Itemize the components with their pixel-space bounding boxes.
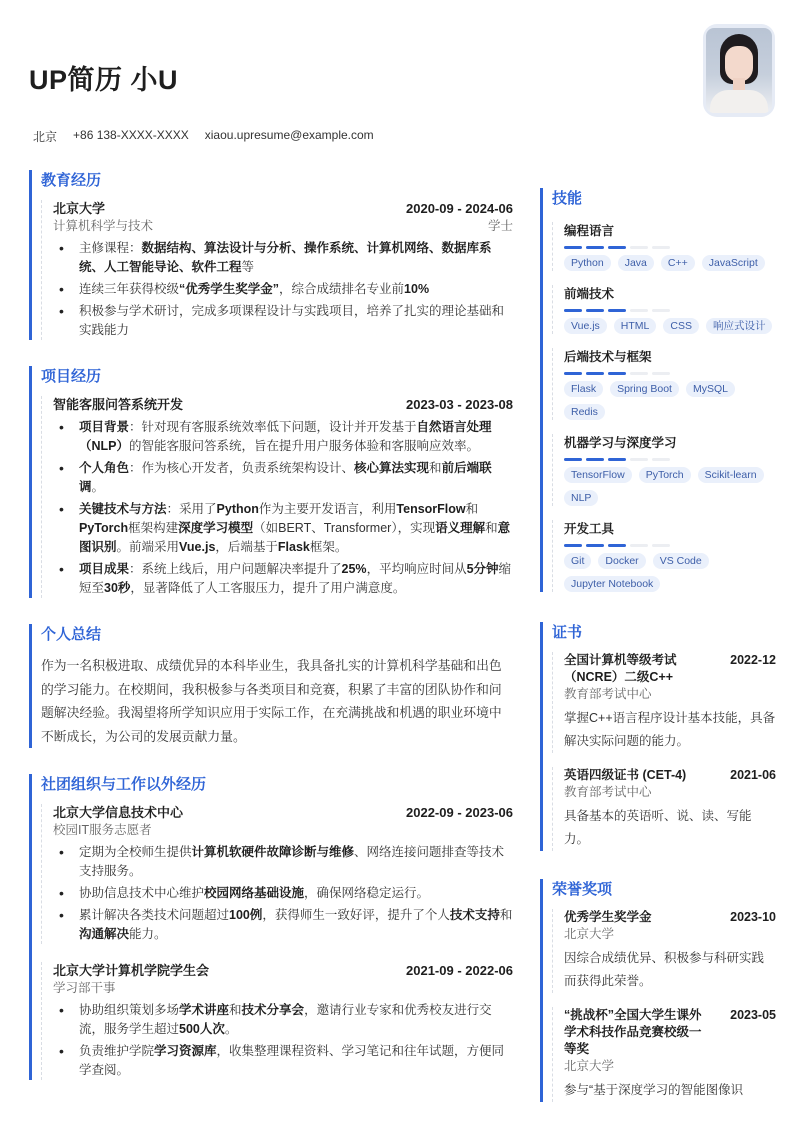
- candidate-name: UP简历 小U: [29, 65, 179, 95]
- skill-tag: Git: [564, 553, 591, 569]
- list-item: • 项目成果：系统上线后，用户问题解决率提升了25%，平均响应时间从5分钟缩短至30秒，显著降低了人工客服压力，提升了用户满意度。: [53, 560, 513, 598]
- certificate-desc: 具备基本的英语听、说、读、写能力。: [564, 809, 752, 846]
- skill-tag: Scikit-learn: [698, 467, 764, 483]
- section-summary: [29, 624, 513, 748]
- skill-tag: HTML: [614, 318, 657, 334]
- certificate-date: 2021-06: [730, 768, 776, 782]
- email: xiaou.upresume@example.com: [204, 128, 374, 142]
- certificate-name: 英语四级证书 (CET-4): [564, 768, 687, 782]
- skill-tag: PyTorch: [639, 467, 691, 483]
- skill-group-name: 前端技术: [564, 287, 615, 301]
- section-title: 教育经历: [41, 172, 102, 189]
- skill-tag: Java: [618, 255, 654, 271]
- skill-tag: C++: [661, 255, 695, 271]
- date-range: 2021-09 - 2022-06: [406, 963, 513, 978]
- list-item: • 累计解决各类技术问题超过100例，获得师生一致好评，提升了个人技术支持和沟通解决能力。: [53, 906, 513, 944]
- skill-group-name: 后端技术与框架: [564, 350, 652, 364]
- portrait-photo: [706, 28, 772, 113]
- skill-group: [552, 520, 776, 592]
- skill-tag: Redis: [564, 404, 605, 420]
- honor-date: 2023-05: [730, 1008, 776, 1022]
- main-column: [29, 170, 513, 1100]
- section-skills: [540, 188, 776, 592]
- list-item: • 主修课程：数据结构、算法设计与分析、操作系统、计算机网络、数据库系统、人工智能导论、软件工程等: [53, 239, 513, 277]
- skill-level-bar: [564, 246, 776, 249]
- major: 计算机科学与技术: [53, 219, 154, 233]
- list-item: • 连续三年获得校级“优秀学生奖学金”，综合成绩排名专业前10%: [53, 280, 513, 299]
- section-certificates: [540, 622, 776, 851]
- certificate-date: 2022-12: [730, 653, 776, 667]
- degree: 学士: [487, 219, 513, 233]
- school-name: 北京大学: [53, 201, 106, 216]
- skill-tag: Vue.js: [564, 318, 607, 334]
- honor-date: 2023-10: [730, 910, 776, 924]
- skill-tag: Jupyter Notebook: [564, 576, 660, 592]
- skill-group-name: 编程语言: [564, 224, 615, 238]
- skill-tag: Docker: [598, 553, 645, 569]
- section-honors: [540, 879, 776, 1102]
- activity-entry: [41, 962, 513, 1080]
- skill-level-bar: [564, 309, 776, 312]
- summary-text: 作为一名积极进取、成绩优异的本科毕业生，我具备扎实的计算机科学基础和出色的学习能力。在校期间，我积极参与各类项目和竞赛，积累了丰富的团队协作和问题解决经验。我渴望将所学知识应用于实际工作，在充满挑战和机遇的职业环境中不断成长，为公司的发展贡献力量。: [41, 658, 502, 744]
- skill-level-bar: [564, 544, 776, 547]
- project-name: 智能客服问答系统开发: [53, 397, 184, 412]
- section-projects: [29, 366, 513, 598]
- resume-header: [0, 0, 799, 160]
- project-entry: [41, 396, 513, 598]
- honor-desc: 因综合成绩优异、积极参与科研实践而获得此荣誉。: [564, 951, 765, 988]
- certificate-entry: [552, 767, 776, 851]
- org-name: 北京大学计算机学院学生会: [53, 963, 210, 978]
- activity-entry: [41, 804, 513, 944]
- list-item: • 项目背景：针对现有客服系统效率低下问题，设计并开发基于自然语言处理（NLP）的智能客服问答系统，旨在提升用户服务体验和客服响应效率。: [53, 418, 513, 456]
- certificate-entry: [552, 652, 776, 753]
- issuer: 教育部考试中心: [564, 687, 652, 701]
- skill-tag: VS Code: [653, 553, 709, 569]
- date-range: 2020-09 - 2024-06: [406, 201, 513, 216]
- section-title: 社团组织与工作以外经历: [41, 776, 207, 793]
- list-item: • 协助组织策划多场学术讲座和技术分享会，邀请行业专家和优秀校友进行交流，服务学生超过500人次。: [53, 1001, 513, 1039]
- date-range: 2023-03 - 2023-08: [406, 397, 513, 412]
- honor-name: “挑战杯”全国大学生课外学术科技作品竞赛校级一等奖: [564, 1008, 702, 1056]
- skill-group-name: 开发工具: [564, 522, 615, 536]
- section-education: [29, 170, 513, 340]
- org-name: 北京大学信息技术中心: [53, 805, 184, 820]
- education-entry: [41, 200, 513, 340]
- role: 学习部干事: [53, 981, 116, 995]
- skill-group: [552, 434, 776, 506]
- honor-entry: [552, 1007, 776, 1102]
- list-item: • 个人角色：作为核心开发者，负责系统架构设计、核心算法实现和前后端联调。: [53, 459, 513, 497]
- skill-level-bar: [564, 458, 776, 461]
- section-title: 技能: [552, 190, 583, 207]
- avatar: [703, 24, 775, 117]
- certificate-name: 全国计算机等级考试（NCRE）二级C++: [564, 653, 677, 684]
- skill-tag: Spring Boot: [610, 381, 679, 397]
- honor-entry: [552, 909, 776, 993]
- skill-level-bar: [564, 372, 776, 375]
- skill-group: [552, 285, 776, 334]
- issuer: 北京大学: [564, 1059, 615, 1073]
- contact-info: [33, 128, 374, 145]
- issuer: 北京大学: [564, 927, 615, 941]
- role: 校园IT服务志愿者: [53, 823, 152, 837]
- skill-tag: NLP: [564, 490, 598, 506]
- honor-name: 优秀学生奖学金: [564, 910, 652, 924]
- honor-desc: 参与“基于深度学习的智能图像识: [564, 1083, 744, 1097]
- section-title: 荣誉奖项: [552, 881, 613, 898]
- certificate-desc: 掌握C++语言程序设计基本技能，具备解决实际问题的能力。: [564, 711, 776, 748]
- skill-tag: TensorFlow: [564, 467, 632, 483]
- skill-group-name: 机器学习与深度学习: [564, 436, 677, 450]
- skill-tag: CSS: [663, 318, 699, 334]
- list-item: • 关键技术与方法：采用了Python作为主要开发语言，利用TensorFlow和PyTorch框架构建深度学习模型（如BERT、Transformer），实现语义理解和意图识别。前端采用Vue.js，后端基于Flask框架。: [53, 500, 513, 557]
- skill-tag: JavaScript: [702, 255, 765, 271]
- phone: +86 138-XXXX-XXXX: [73, 128, 189, 142]
- list-item: • 负责维护学院学习资源库，收集整理课程资料、学习笔记和往年试题，方便同学查阅。: [53, 1042, 513, 1080]
- skill-tag: Flask: [564, 381, 603, 397]
- section-activities: [29, 774, 513, 1080]
- list-item: • 积极参与学术研讨，完成多项课程设计与实践项目，培养了扎实的理论基础和实践能力: [53, 302, 513, 340]
- skill-group: [552, 222, 776, 271]
- skill-tag: 响应式设计: [706, 318, 773, 334]
- skill-group: [552, 348, 776, 420]
- sidebar-column: [540, 188, 776, 1122]
- section-title: 证书: [552, 624, 583, 641]
- issuer: 教育部考试中心: [564, 785, 652, 799]
- section-title: 项目经历: [41, 368, 102, 385]
- list-item: • 协助信息技术中心维护校园网络基础设施，确保网络稳定运行。: [53, 884, 513, 903]
- section-title: 个人总结: [41, 626, 102, 643]
- skill-tag: Python: [564, 255, 611, 271]
- location: 北京: [33, 130, 58, 144]
- date-range: 2022-09 - 2023-06: [406, 805, 513, 820]
- list-item: • 定期为全校师生提供计算机软硬件故障诊断与维修、网络连接问题排查等技术支持服务。: [53, 843, 513, 881]
- skill-tag: MySQL: [686, 381, 735, 397]
